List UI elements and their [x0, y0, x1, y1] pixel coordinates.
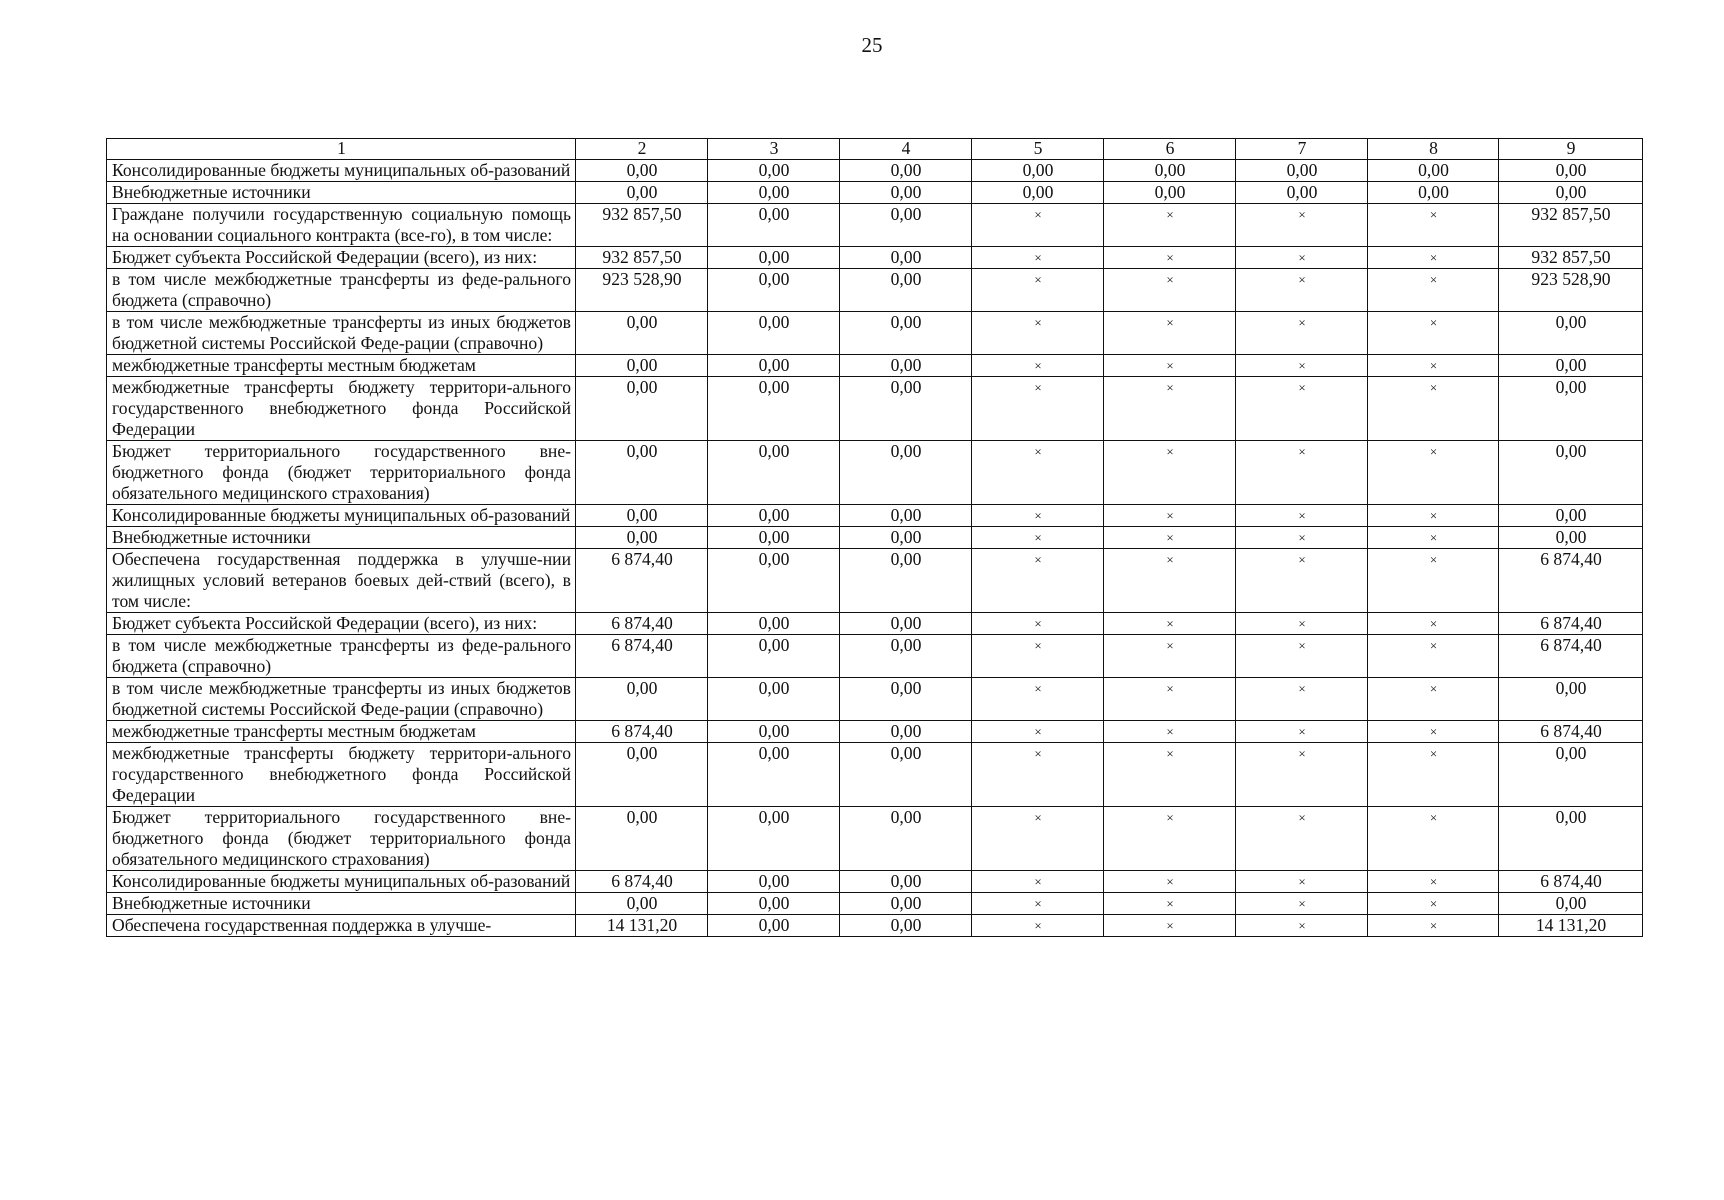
value-cell: 932 857,50: [1499, 204, 1643, 247]
value-cell: 0,00: [1236, 182, 1368, 204]
value-cell: 0,00: [708, 527, 840, 549]
not-applicable-mark: ×: [1368, 377, 1499, 441]
value-cell: 0,00: [840, 613, 972, 635]
table-row: [107, 247, 1643, 269]
not-applicable-mark: ×: [1368, 915, 1499, 937]
value-cell: 0,00: [840, 441, 972, 505]
not-applicable-mark: ×: [1368, 549, 1499, 613]
value-cell: 0,00: [1499, 182, 1643, 204]
value-cell: 0,00: [576, 743, 708, 807]
not-applicable-mark: ×: [1104, 204, 1236, 247]
value-cell: 0,00: [576, 505, 708, 527]
value-cell: 6 874,40: [576, 613, 708, 635]
value-cell: 0,00: [840, 204, 972, 247]
row-label: Бюджет субъекта Российской Федерации (всего), из них:: [107, 247, 576, 269]
value-cell: 0,00: [1499, 312, 1643, 355]
column-number-header: 1: [107, 139, 576, 160]
table-row: [107, 441, 1643, 505]
value-cell: 0,00: [708, 182, 840, 204]
value-cell: 0,00: [708, 893, 840, 915]
not-applicable-mark: ×: [1104, 312, 1236, 355]
value-cell: 0,00: [840, 678, 972, 721]
not-applicable-mark: ×: [1368, 678, 1499, 721]
not-applicable-mark: ×: [1236, 871, 1368, 893]
not-applicable-mark: ×: [1236, 915, 1368, 937]
not-applicable-mark: ×: [972, 355, 1104, 377]
not-applicable-mark: ×: [1236, 893, 1368, 915]
row-label: Обеспечена государственная поддержка в улучше-: [107, 915, 576, 937]
column-number-header: 2: [576, 139, 708, 160]
not-applicable-mark: ×: [1368, 505, 1499, 527]
value-cell: 6 874,40: [1499, 635, 1643, 678]
value-cell: 0,00: [1499, 743, 1643, 807]
row-label: Внебюджетные источники: [107, 893, 576, 915]
not-applicable-mark: ×: [972, 807, 1104, 871]
table-row: [107, 182, 1643, 204]
not-applicable-mark: ×: [1368, 527, 1499, 549]
value-cell: 0,00: [576, 678, 708, 721]
not-applicable-mark: ×: [972, 549, 1104, 613]
column-number-header: 3: [708, 139, 840, 160]
budget-table-body: [107, 139, 1643, 937]
not-applicable-mark: ×: [972, 377, 1104, 441]
not-applicable-mark: ×: [1236, 312, 1368, 355]
not-applicable-mark: ×: [1368, 312, 1499, 355]
value-cell: 0,00: [708, 807, 840, 871]
row-label: межбюджетные трансферты местным бюджетам: [107, 355, 576, 377]
row-label: в том числе межбюджетные трансферты из иных бюджетов бюджетной системы Российской Феде-рации (справочно): [107, 312, 576, 355]
value-cell: 0,00: [708, 312, 840, 355]
table-row: [107, 678, 1643, 721]
value-cell: 0,00: [708, 635, 840, 678]
page-number: 25: [861, 33, 883, 57]
not-applicable-mark: ×: [972, 635, 1104, 678]
table-row: [107, 269, 1643, 312]
row-label: Консолидированные бюджеты муниципальных об-разований: [107, 871, 576, 893]
not-applicable-mark: ×: [1368, 441, 1499, 505]
table-row: [107, 743, 1643, 807]
value-cell: 0,00: [1499, 355, 1643, 377]
value-cell: 0,00: [708, 355, 840, 377]
row-label: Обеспечена государственная поддержка в улучше-нии жилищных условий ветеранов боевых дей-ствий (всего), в том числе:: [107, 549, 576, 613]
value-cell: 0,00: [1499, 678, 1643, 721]
value-cell: 0,00: [576, 527, 708, 549]
not-applicable-mark: ×: [1368, 269, 1499, 312]
value-cell: 0,00: [1104, 160, 1236, 182]
value-cell: 14 131,20: [1499, 915, 1643, 937]
value-cell: 0,00: [1499, 377, 1643, 441]
value-cell: 0,00: [576, 893, 708, 915]
not-applicable-mark: ×: [1236, 505, 1368, 527]
value-cell: 0,00: [708, 160, 840, 182]
value-cell: 0,00: [708, 204, 840, 247]
value-cell: 14 131,20: [576, 915, 708, 937]
not-applicable-mark: ×: [1104, 269, 1236, 312]
row-label: межбюджетные трансферты бюджету территори-ального государственного внебюджетного фонда Российской Федерации: [107, 743, 576, 807]
value-cell: 0,00: [708, 505, 840, 527]
row-label: в том числе межбюджетные трансферты из феде-рального бюджета (справочно): [107, 269, 576, 312]
not-applicable-mark: ×: [1236, 635, 1368, 678]
value-cell: 0,00: [840, 549, 972, 613]
table-row: [107, 721, 1643, 743]
value-cell: 0,00: [840, 635, 972, 678]
value-cell: 0,00: [576, 807, 708, 871]
value-cell: 6 874,40: [576, 871, 708, 893]
column-number-row: [107, 139, 1643, 160]
value-cell: 0,00: [1499, 893, 1643, 915]
not-applicable-mark: ×: [972, 613, 1104, 635]
not-applicable-mark: ×: [1368, 871, 1499, 893]
not-applicable-mark: ×: [1236, 613, 1368, 635]
value-cell: 0,00: [708, 269, 840, 312]
value-cell: 0,00: [1499, 441, 1643, 505]
not-applicable-mark: ×: [972, 441, 1104, 505]
value-cell: 0,00: [708, 871, 840, 893]
table-row: [107, 377, 1643, 441]
column-number-header: 8: [1368, 139, 1499, 160]
not-applicable-mark: ×: [1236, 269, 1368, 312]
value-cell: 0,00: [840, 182, 972, 204]
not-applicable-mark: ×: [1368, 721, 1499, 743]
value-cell: 0,00: [840, 355, 972, 377]
value-cell: 0,00: [708, 613, 840, 635]
value-cell: 0,00: [840, 377, 972, 441]
value-cell: 6 874,40: [576, 721, 708, 743]
column-number-header: 4: [840, 139, 972, 160]
value-cell: 0,00: [576, 441, 708, 505]
not-applicable-mark: ×: [972, 871, 1104, 893]
table-row: [107, 312, 1643, 355]
value-cell: 0,00: [576, 182, 708, 204]
not-applicable-mark: ×: [1236, 441, 1368, 505]
value-cell: 0,00: [708, 441, 840, 505]
value-cell: 0,00: [1104, 182, 1236, 204]
value-cell: 0,00: [840, 743, 972, 807]
value-cell: 0,00: [708, 915, 840, 937]
value-cell: 6 874,40: [1499, 721, 1643, 743]
row-label: межбюджетные трансферты бюджету территори-ального государственного внебюджетного фонда Российской Федерации: [107, 377, 576, 441]
not-applicable-mark: ×: [1236, 807, 1368, 871]
value-cell: 0,00: [840, 312, 972, 355]
not-applicable-mark: ×: [1236, 549, 1368, 613]
not-applicable-mark: ×: [972, 893, 1104, 915]
value-cell: 923 528,90: [576, 269, 708, 312]
not-applicable-mark: ×: [1104, 743, 1236, 807]
table-row: [107, 893, 1643, 915]
not-applicable-mark: ×: [1368, 247, 1499, 269]
not-applicable-mark: ×: [972, 312, 1104, 355]
value-cell: 0,00: [576, 377, 708, 441]
not-applicable-mark: ×: [1104, 377, 1236, 441]
not-applicable-mark: ×: [1368, 635, 1499, 678]
value-cell: 0,00: [840, 160, 972, 182]
value-cell: 0,00: [576, 312, 708, 355]
value-cell: 0,00: [1499, 807, 1643, 871]
value-cell: 0,00: [1368, 160, 1499, 182]
not-applicable-mark: ×: [1368, 204, 1499, 247]
not-applicable-mark: ×: [972, 505, 1104, 527]
not-applicable-mark: ×: [972, 247, 1104, 269]
value-cell: 0,00: [972, 182, 1104, 204]
not-applicable-mark: ×: [1368, 613, 1499, 635]
value-cell: 6 874,40: [1499, 871, 1643, 893]
value-cell: 0,00: [708, 678, 840, 721]
not-applicable-mark: ×: [972, 721, 1104, 743]
not-applicable-mark: ×: [1236, 743, 1368, 807]
not-applicable-mark: ×: [1104, 635, 1236, 678]
value-cell: 0,00: [972, 160, 1104, 182]
not-applicable-mark: ×: [1104, 613, 1236, 635]
value-cell: 0,00: [840, 269, 972, 312]
value-cell: 0,00: [708, 377, 840, 441]
not-applicable-mark: ×: [1236, 355, 1368, 377]
value-cell: 932 857,50: [576, 247, 708, 269]
not-applicable-mark: ×: [1236, 377, 1368, 441]
value-cell: 0,00: [708, 549, 840, 613]
not-applicable-mark: ×: [1104, 807, 1236, 871]
row-label: Внебюджетные источники: [107, 527, 576, 549]
value-cell: 0,00: [1499, 160, 1643, 182]
row-label: Консолидированные бюджеты муниципальных об-разований: [107, 505, 576, 527]
not-applicable-mark: ×: [1104, 527, 1236, 549]
not-applicable-mark: ×: [1104, 721, 1236, 743]
row-label: в том числе межбюджетные трансферты из иных бюджетов бюджетной системы Российской Феде-рации (справочно): [107, 678, 576, 721]
table-row: [107, 549, 1643, 613]
value-cell: 0,00: [840, 871, 972, 893]
value-cell: 0,00: [1499, 505, 1643, 527]
not-applicable-mark: ×: [1104, 441, 1236, 505]
not-applicable-mark: ×: [972, 678, 1104, 721]
not-applicable-mark: ×: [1104, 871, 1236, 893]
table-row: [107, 204, 1643, 247]
row-label: Граждане получили государственную социальную помощь на основании социального контракта (все-го), в том числе:: [107, 204, 576, 247]
table-row: [107, 871, 1643, 893]
not-applicable-mark: ×: [1368, 355, 1499, 377]
row-label: Бюджет субъекта Российской Федерации (всего), из них:: [107, 613, 576, 635]
table-row: [107, 807, 1643, 871]
table-row: [107, 915, 1643, 937]
not-applicable-mark: ×: [1104, 355, 1236, 377]
value-cell: 923 528,90: [1499, 269, 1643, 312]
not-applicable-mark: ×: [1104, 915, 1236, 937]
value-cell: 932 857,50: [576, 204, 708, 247]
row-label: Консолидированные бюджеты муниципальных об-разований: [107, 160, 576, 182]
not-applicable-mark: ×: [972, 915, 1104, 937]
not-applicable-mark: ×: [1368, 807, 1499, 871]
not-applicable-mark: ×: [1368, 743, 1499, 807]
value-cell: 6 874,40: [576, 549, 708, 613]
not-applicable-mark: ×: [972, 527, 1104, 549]
not-applicable-mark: ×: [1104, 678, 1236, 721]
not-applicable-mark: ×: [1236, 721, 1368, 743]
value-cell: 0,00: [1368, 182, 1499, 204]
value-cell: 0,00: [708, 721, 840, 743]
row-label: Бюджет территориального государственного вне-бюджетного фонда (бюджет территориального фонда обязательного медицинского страхования): [107, 807, 576, 871]
not-applicable-mark: ×: [1368, 893, 1499, 915]
value-cell: 0,00: [576, 355, 708, 377]
value-cell: 6 874,40: [1499, 613, 1643, 635]
row-label: Бюджет территориального государственного вне-бюджетного фонда (бюджет территориального фонда обязательного медицинского страхования): [107, 441, 576, 505]
value-cell: 0,00: [1499, 527, 1643, 549]
value-cell: 0,00: [708, 743, 840, 807]
column-number-header: 7: [1236, 139, 1368, 160]
not-applicable-mark: ×: [1236, 527, 1368, 549]
table-row: [107, 160, 1643, 182]
value-cell: 0,00: [840, 247, 972, 269]
not-applicable-mark: ×: [1104, 247, 1236, 269]
not-applicable-mark: ×: [1236, 247, 1368, 269]
not-applicable-mark: ×: [1236, 204, 1368, 247]
value-cell: 0,00: [708, 247, 840, 269]
value-cell: 0,00: [840, 721, 972, 743]
row-label: Внебюджетные источники: [107, 182, 576, 204]
row-label: межбюджетные трансферты местным бюджетам: [107, 721, 576, 743]
table-row: [107, 613, 1643, 635]
table-row: [107, 355, 1643, 377]
column-number-header: 5: [972, 139, 1104, 160]
not-applicable-mark: ×: [1104, 505, 1236, 527]
not-applicable-mark: ×: [972, 269, 1104, 312]
table-row: [107, 527, 1643, 549]
value-cell: 0,00: [840, 893, 972, 915]
budget-table: [106, 138, 1643, 937]
not-applicable-mark: ×: [972, 204, 1104, 247]
not-applicable-mark: ×: [1104, 893, 1236, 915]
column-number-header: 9: [1499, 139, 1643, 160]
value-cell: 6 874,40: [1499, 549, 1643, 613]
value-cell: 0,00: [840, 527, 972, 549]
table-row: [107, 505, 1643, 527]
not-applicable-mark: ×: [1236, 678, 1368, 721]
not-applicable-mark: ×: [1104, 549, 1236, 613]
value-cell: 0,00: [576, 160, 708, 182]
value-cell: 0,00: [840, 505, 972, 527]
column-number-header: 6: [1104, 139, 1236, 160]
value-cell: 0,00: [1236, 160, 1368, 182]
value-cell: 0,00: [840, 915, 972, 937]
not-applicable-mark: ×: [972, 743, 1104, 807]
value-cell: 932 857,50: [1499, 247, 1643, 269]
value-cell: 6 874,40: [576, 635, 708, 678]
row-label: в том числе межбюджетные трансферты из феде-рального бюджета (справочно): [107, 635, 576, 678]
table-row: [107, 635, 1643, 678]
value-cell: 0,00: [840, 807, 972, 871]
